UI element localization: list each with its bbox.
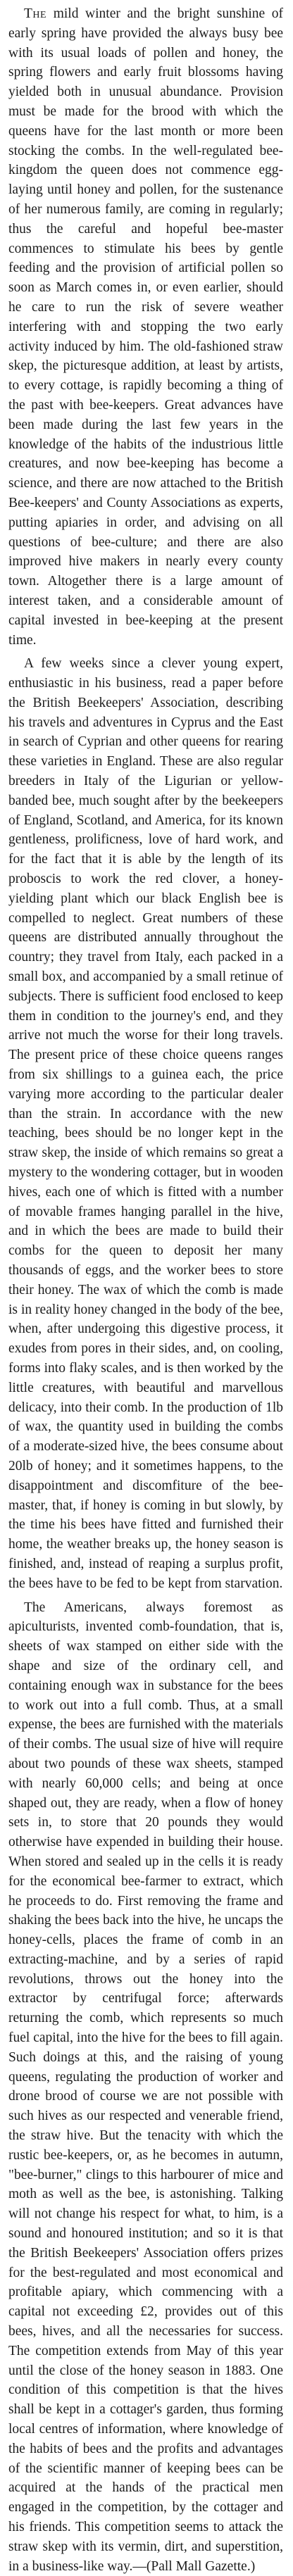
- paragraph-text: The Americans, always foremost as apiculturists, invented comb-foundation, that is, sheets of wax stamped on either side with the shape and size of the ordinary cell, and containing enough wax in substance for the bees to work out into a full comb. Thus, at a small expense, the bees are furnished with the materials of their combs. The usual size of hive will require about two pounds of these wax sheets, stamped with nearly 60,000 cells; and being at once shaped out, they are ready, when a flow of honey sets in, to store that 20 pounds they would otherwise have expended in building their house. When stored and sealed up in the cells it is ready for the economical bee-farmer to extract, which he proceeds to do. First removing the frame and shaking the bees back into the hive, he uncaps the honey-cells, places the frame of comb in an extracting-machine, and by a series of rapid revolutions, throws out the honey into the extractor by centrifugal force; afterwards returning the comb, which represents so much fuel capital, into the hive for the bees to fill again. Such doings at this, and the raising of young queens, regulating the production of worker and drone brood of course we are not possible with such hives as our respected and venerable friend, the straw hive. But the tenacity with which the rustic bee-keepers, or, as he becomes in autumn, "bee-burner," clings to this harbourer of mice and moth as well as the bee, is astonishing. Talking will not change his respect for what, to him, is a sound and honoured institution; and so it is that the British Beekeepers' Association offers prizes for the best-regulated and most economical and profitable apiary, which commencing with a capital not exceeding £2, provides out of this bees, hives, and all the necessaries for success. The competition extends from May of this year until the close of the honey season in 1883. One condition of this competition is that the hives shall be kept in a cottager's garden, thus forming local centres of information, where knowledge of the habits of bees and the profits and advantages of the scientific manner of keeping bees can be acquired at the hands of the practical men engaged in the competition, by the cottager and his friends. This competition seems to attack the straw skep with its vermin, dirt, and superstition, in a business-like way.: [8, 1600, 283, 2574]
- source-attribution: —(Pall Mall Gazette.): [132, 2558, 256, 2574]
- paragraph-text: mild winter and the bright sunshine of early spring have provided the always busy bee with its usual loads of pollen and honey, the spring flowers and early fruit blossoms having yielded both in unusual abundance. Provision must be made for the brood with which the queens have for the last month or more been stocking the combs. In the well-regulated bee-kingdom the queen does not commence egg-laying until honey and pollen, for the sustenance of her numerous family, are coming in regularly; thus the careful and hopeful bee-master commences to stimulate his bees by gentle feeding and the provision of artificial pollen so soon as March comes in, or even earlier, should he care to run the risk of severe weather interfering with and stopping the two early activity induced by him. The old-fashioned straw skep, the picturesque addition, at least by artists, to every cottage, is rapidly becoming a thing of the past with bee-keepers. Great advances have been made during the last few years in the knowledge of the habits of the industrious little creatures, and now bee-keeping has become a science, and there are now attached to the British Bee-keepers' and County Associations as experts, putting apiaries in order, and advising on all questions of bee-culture; and there are also improved hive makers in nearly every county town. Altogether there is a large amount of interest taken, and a considerable amount of capital invested in bee-keeping at the present time.: [8, 6, 283, 648]
- paragraph-text: A few weeks since a clever young expert, enthusiastic in his business, read a paper before the British Beekeepers' Association, describing his travels and adventures in Cyprus and the East in search of Cyprian and other queens for rearing these varieties in England. These are also regular breeders in Italy of the Ligurian or yellow-banded bee, much sought after by the beekeepers of England, Scotland, and America, for its known gentleness, prolificness, love of hard work, and for the fact that it is able by the length of its proboscis to work the red clover, a honey-yielding plant which our black English bee is compelled to neglect. Great numbers of these queens are distributed annually throughout the country; they travel from Italy, each packed in a small box, and accompanied by a small retinue of subjects. There is sufficient food enclosed to keep them in condition to the journey's end, and they arrive not much the worse for their long travels. The present price of these choice queens ranges from six shillings to a guinea each, the price varying more according to the particular dealer than the strain. In accordance with the new teaching, bees should be no longer kept in the straw skep, the inside of which remains so great a mystery to the wondering cottager, but in wooden hives, each one of which is fitted with a number of movable frames hanging parallel in the hive, and in which the bees are made to build their combs for the queen to deposit her many thousands of eggs, and the worker bees to store their honey. The wax of which the comb is made is in reality honey changed in the body of the bee, when, after undergoing this digestive process, it exudes from pores in their sides, and, on cooling, forms into flaky scales, and is then worked by the little creatures, with beautiful and marvellous delicacy, into their comb. In the production of 1lb of wax, the quantity used in building the combs of a moderate-sized hive, the bees consume about 20lb of honey; and it sometimes happens, to the disappointment and discomfiture of the bee-master, that, if honey is coming in but slowly, by the time his bees have fitted and furnished their home, the weather breaks up, the honey season is finished, and, instead of reaping a surplus profit, the bees have to be fed to be kept from starvation.: [8, 656, 283, 1591]
- paragraph-bee-keeping-intro: [8, 4, 283, 650]
- opening-word: The: [24, 6, 47, 21]
- paragraph-queen-bees: [8, 654, 283, 1593]
- paragraph-comb-foundation: [8, 1598, 283, 2576]
